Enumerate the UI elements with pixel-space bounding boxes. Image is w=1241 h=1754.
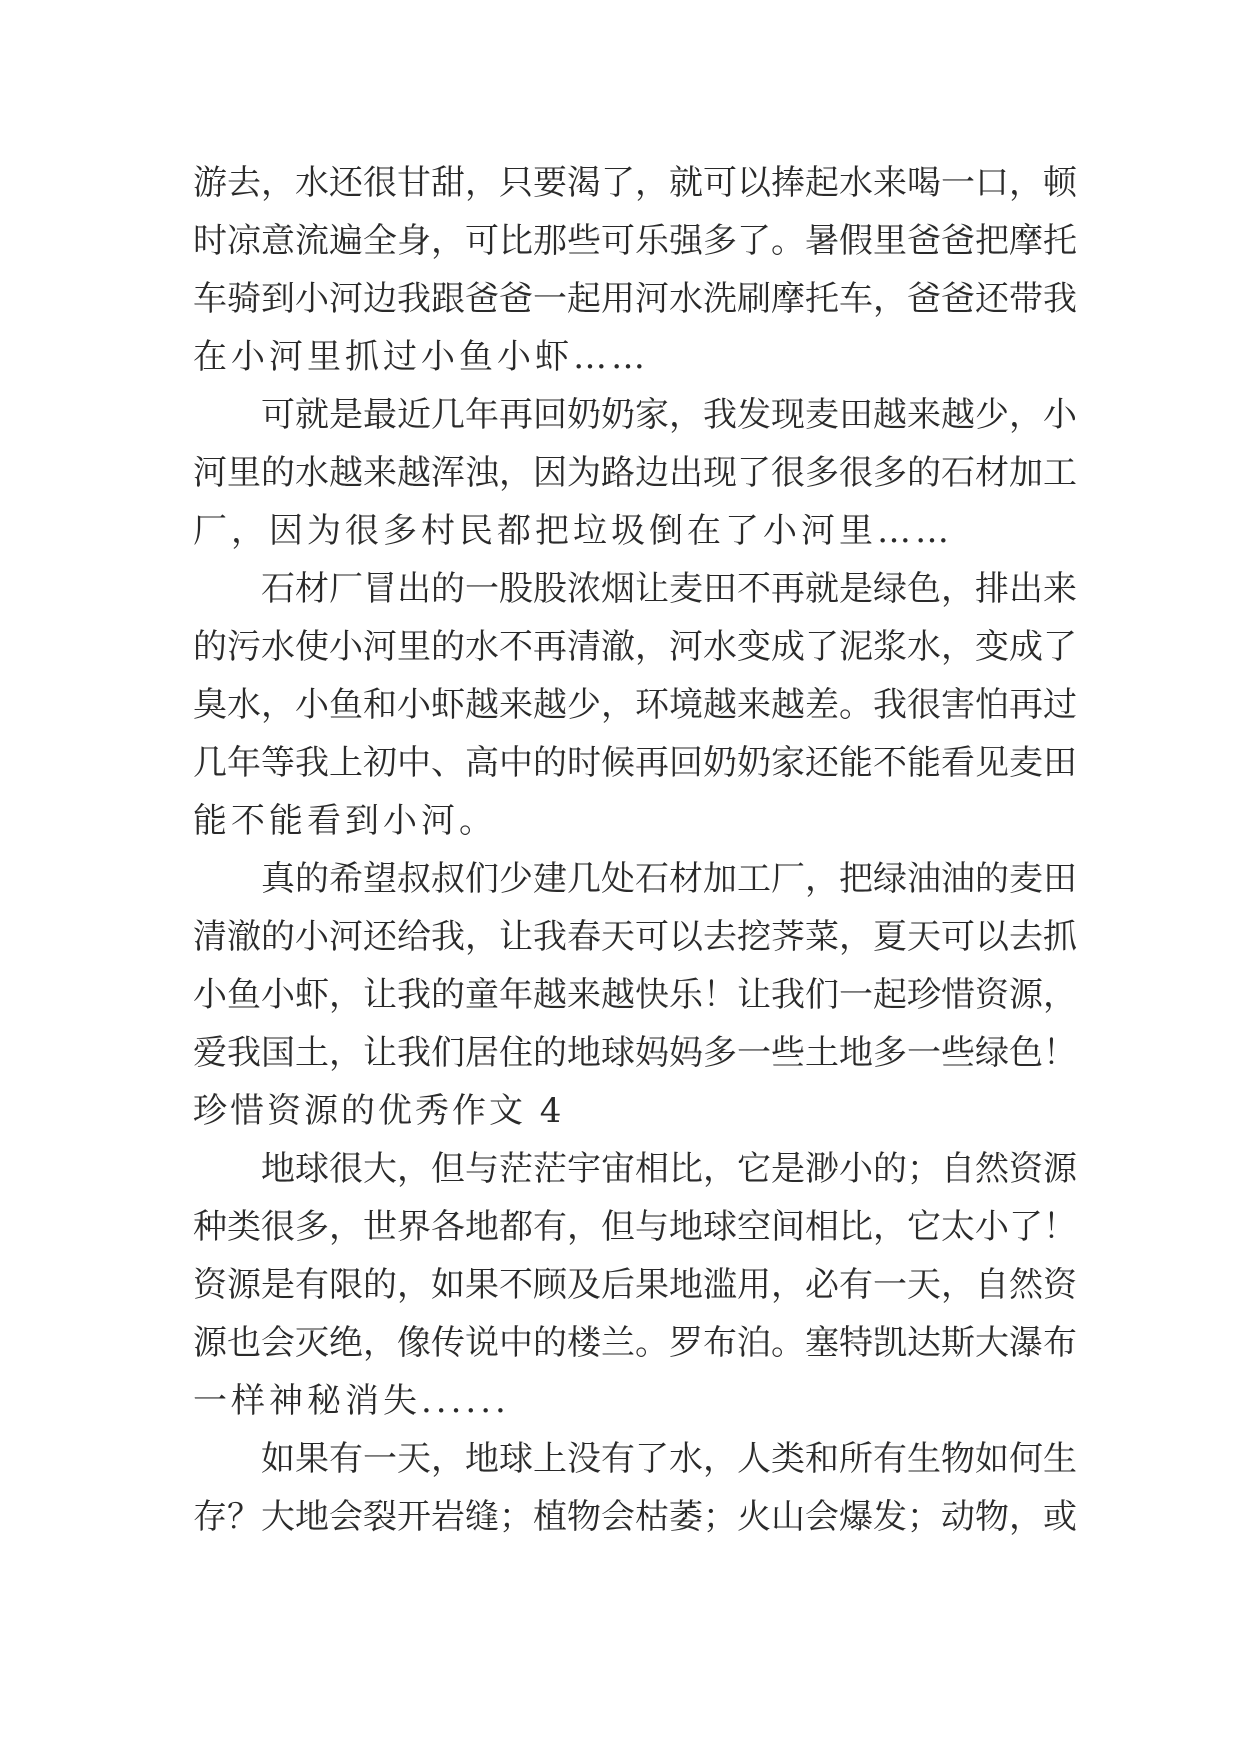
text-line: 存？大地会裂开岩缝；植物会枯萎；火山会爆发；动物，或 <box>193 1497 1077 1537</box>
text-line: 小鱼小虾，让我的童年越来越快乐！让我们一起珍惜资源， <box>193 975 1077 1015</box>
text-line: 地球很大，但与茫茫宇宙相比，它是渺小的；自然资源 <box>193 1149 1077 1189</box>
essay-text <box>193 154 1077 1546</box>
text-line: 种类很多，世界各地都有，但与地球空间相比，它太小了！ <box>193 1207 1077 1247</box>
section-heading: 珍惜资源的优秀作文 4 <box>193 1091 565 1131</box>
text-line: 清澈的小河还给我，让我春天可以去挖荠菜，夏天可以去抓 <box>193 917 1077 957</box>
text-line: 可就是最近几年再回奶奶家，我发现麦田越来越少，小 <box>193 395 1077 435</box>
text-line: 资源是有限的，如果不顾及后果地滥用，必有一天，自然资 <box>193 1265 1077 1305</box>
text-line: 一样神秘消失...... <box>193 1381 510 1421</box>
text-line: 爱我国土，让我们居住的地球妈妈多一些土地多一些绿色！ <box>193 1033 1077 1073</box>
text-line: 如果有一天，地球上没有了水，人类和所有生物如何生 <box>193 1439 1077 1479</box>
text-line: 车骑到小河边我跟爸爸一起用河水洗刷摩托车，爸爸还带我 <box>193 279 1077 319</box>
text-line: 几年等我上初中、高中的时候再回奶奶家还能不能看见麦田 <box>193 743 1077 783</box>
text-line: 游去，水还很甘甜，只要渴了，就可以捧起水来喝一口，顿 <box>193 163 1077 203</box>
text-line: 厂，因为很多村民都把垃圾倒在了小河里…… <box>193 511 953 551</box>
text-line: 源也会灭绝，像传说中的楼兰。罗布泊。塞特凯达斯大瀑布 <box>193 1323 1077 1363</box>
text-line: 时凉意流遍全身，可比那些可乐强多了。暑假里爸爸把摩托 <box>193 221 1077 261</box>
text-line: 石材厂冒出的一股股浓烟让麦田不再就是绿色，排出来 <box>193 569 1077 609</box>
text-line: 在小河里抓过小鱼小虾…… <box>193 337 649 377</box>
text-line: 河里的水越来越浑浊，因为路边出现了很多很多的石材加工 <box>193 453 1077 493</box>
text-line: 的污水使小河里的水不再清澈，河水变成了泥浆水，变成了 <box>193 627 1077 667</box>
text-line: 真的希望叔叔们少建几处石材加工厂，把绿油油的麦田 <box>193 859 1077 899</box>
text-line: 能不能看到小河。 <box>193 801 497 841</box>
text-line: 臭水，小鱼和小虾越来越少，环境越来越差。我很害怕再过 <box>193 685 1077 725</box>
